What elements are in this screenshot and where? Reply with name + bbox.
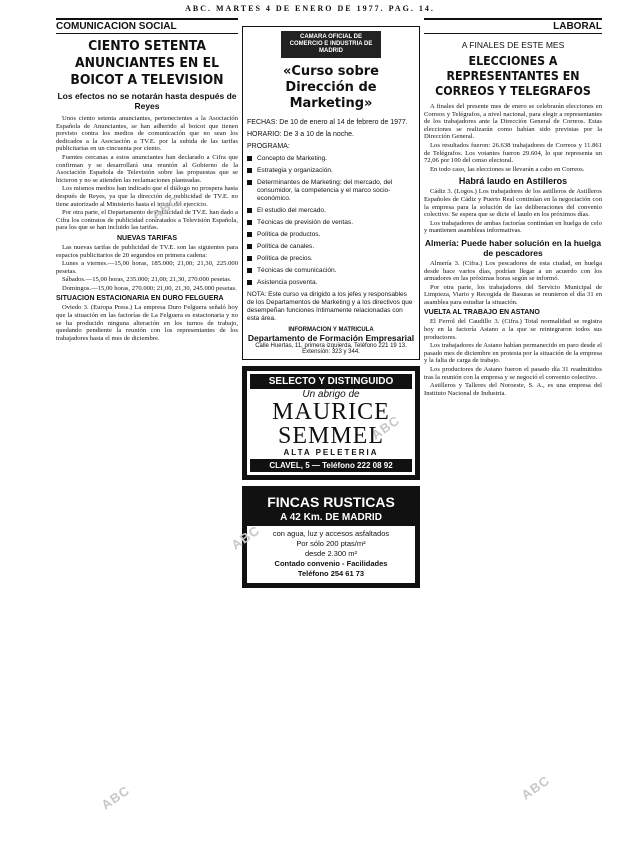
left-deck: Los efectos no se notarán hasta después de Reyes [57,91,237,111]
ad-subline: Un abrigo de [302,389,360,400]
fincas-subtitle: A 42 Km. DE MADRID [247,512,415,526]
paragraph: Oviedo 3. (Europa Press.) La empresa Duro Felguera señaló hoy que la situación en las factorías de La Felguera es estacionaria y no se ha producido ninguna alteración en los turnos de trabajo, quedando pendiente la reunión con los representantes de los trabajadores hasta el mes de diciembre. [56,304,238,342]
subhead-duro-felguera: SITUACION ESTACIONARIA EN DURO FELGUERA [56,295,224,303]
left-body [56,115,238,232]
list-item: Determinantes de Marketing: del mercado, del consumidor, la competencia y el marco socio-económico. [247,179,415,203]
paragraph: Lunes a viernes.—15,00 horas, 185.000; 21,00; 21,30, 225.000 pesetas. [56,260,238,275]
list-item: Política de productos. [247,231,415,239]
fincas-line: con agua, luz y accesos asfaltados [272,529,390,538]
course-program-label: PROGRAMA: [247,143,290,150]
brand-name-1: MAURICE [272,399,390,425]
fincas-rusticas-ad [242,486,420,588]
paragraph: Fuentes cercanas a estos anunciantes han declarado a Cifra que confirman y se desarrollará una reunión al Gobierno de la Asociación Española de Televisión sobre las propuestas que se hicieron y no se atienden las reclamaciones planteadas. [56,153,238,184]
subhead-nuevas-tarifas: NUEVAS TARIFAS [116,234,178,242]
course-note: NOTA: Este curso va dirigido a los jefes y responsables de los Departamentos de Marketing y a los directivos que desempeñan funciones íntimamente relacionadas con esta área. [247,291,413,322]
paragraph: Los trabajadores de ambas factorías continúan en huelga de celo y mantienen asambleas informativas. [424,219,602,235]
middle-column [242,18,420,588]
fincas-terms: Contado convenio - Facilidades [274,559,388,568]
brand-address: CLAVEL, 5 — Teléfono 222 08 92 [250,459,412,472]
fincas-title: FINCAS RUSTICAS [247,491,415,512]
fincas-price: Por sólo 200 ptas/m² [296,539,366,548]
astano-body [424,318,602,397]
list-item: Política de precios. [247,255,415,263]
paragraph: Almería 3. (Cifra.) Los pescadores de esta ciudad, en huelga desde hace varios días, podrían llegar a un acuerdo con los armadores en las próximas horas según se informó. [424,259,602,283]
paragraph: El Ferrol del Caudillo 3. (Cifra.) Total normalidad se registra hoy en la factoría Astano a la que se reintegraron todos sus productores. [424,318,602,341]
list-item: Concepto de Marketing. [247,155,415,163]
subhead-astano: VUELTA AL TRABAJO EN ASTANO [424,309,540,317]
ad-tagline: SELECTO Y DISTINGUIDO [250,374,412,389]
almeria-body [424,260,602,307]
course-program-list [247,155,415,287]
fincas-phone: Teléfono 254 61 73 [297,569,365,578]
list-item: Técnicas de comunicación. [247,267,415,275]
paragraph: Las nuevas tarifas de publicidad de TV.E. son las siguientes para espacios publicitarios de 20 segundos en primera cadena: [56,243,238,259]
paragraph: Sábados.—15,00 horas, 235.000; 21,00; 21,30, 270.000 pesetas. [62,276,232,284]
paragraph: Astilleros y Talleres del Noroeste, S. A., es una empresa del Instituto Nacional de Industria. [424,382,602,397]
list-item: Técnicas de previsión de ventas. [247,219,415,227]
list-item: El estudio del mercado. [247,207,415,215]
left-column [56,18,238,343]
course-info-label: INFORMACION Y MATRICULA [288,327,374,333]
abc-watermark: ABC [228,522,263,553]
abc-watermark: ABC [518,772,553,803]
marketing-course-ad [242,26,420,360]
page-header: ABC. MARTES 4 DE ENERO DE 1977. PAG. 14. [185,4,435,13]
paragraph: Por otra parte, los trabajadores del Servicio Municipal de Limpieza, Viario y Recogida de Basuras se reunieron el día 31 en asamblea para estudiar la situación. [424,283,602,306]
abc-watermark: ABC [368,412,403,443]
course-hours: HORARIO: De 3 a 10 de la noche. [247,131,354,138]
paragraph: Los mismos medios han indicado que el diálogo no prospera hasta después de Reyes, ya que la dirección de publicidad de TV.E. no tiene autorizado al Ministerio hasta el inicio del ejercicio. [56,185,238,208]
paragraph: Por otra parte, el Departamento de Publicidad de TV.E. han dado a Cifra los contratos de publicidad contratados a Televisión Española, para los que se han incluido las tarifas. [56,209,238,232]
course-title: «Curso sobre Dirección de Marketing» [282,64,379,111]
abc-watermark: ABC [98,782,133,813]
section-laboral: LABORAL [424,18,602,34]
course-dates: FECHAS: De 10 de enero al 14 de febrero de 1977. [247,119,408,126]
list-item: Estrategia y organización. [247,167,415,175]
abc-watermark: ABC [148,192,183,223]
astilleros-body [424,188,602,235]
brand-type: ALTA PELETERIA [283,448,379,457]
tarifas-body [56,244,238,293]
left-headline: CIENTO SETENTA ANUNCIANTES EN EL BOICOT A TELEVISION [70,38,224,88]
section-comunicacion-social: COMUNICACION SOCIAL [56,18,238,34]
right-column [424,18,602,398]
course-department: Departamento de Formación Empresarial [247,333,415,343]
right-body [424,103,602,173]
paragraph: En todo caso, las elecciones se llevarán a cabo en Correos. [430,165,585,173]
subhead-astilleros: Habrá laudo en Astilleros [458,176,568,187]
paragraph: Domingos.—15,00 horas, 270.000; 21,00, 21,30, 245.000 pesetas. [62,284,237,292]
fincas-size: desde 2.300 m² [304,549,358,558]
brand-name-2: SEMMEL [277,423,384,449]
right-headline: ELECCIONES A REPRESENTANTES EN CORREOS Y TELEGRAFOS [435,54,591,98]
felguera-body [56,304,238,342]
right-kicker: A FINALES DE ESTE MES [461,40,565,50]
list-item: Política de canales. [247,243,415,251]
course-address: Calle Huertas, 11, primera izquierda. Teléfono 221 19 13. Extensión: 323 y 344. [255,343,407,355]
paragraph: Los productores de Astano fueron el pasado día 31 readmitidos tras la reunión con la empresa y se negoció el convenio colectivo. [424,366,602,381]
paragraph: Unos ciento setenta anunciantes, pertenecientes a la Asociación Española de Anunciantes, se han adherido al boicot que tienen previsto contra los medios de comunicación que no sean los dedicados a la Asociación a TV.E. por la subida de las tarifas publicitarias en un cincuenta por ciento. [56,115,238,153]
paragraph: Los trabajadores de Astano habían permanecido en paro desde el pasado mes de diciembre en protesta por la situación de la empresa y la falta de carga de trabajo. [424,342,602,365]
camara-oficial-logo: CAMARA OFICIAL DE COMERCIO E INDUSTRIA DE MADRID [281,31,381,58]
paragraph: Los resultados fueron: 26.638 trabajadores de Correos y 11.861 de Telégrafos. Los votantes fueron 29.604, lo que representa un 72,06 por 100 del censo electoral. [424,141,602,165]
paragraph: Cádiz 3. (Logos.) Los trabajadores de los astilleros de Astilleros Españoles de Cádiz y Puerto Real continúan en la negociación con la empresa para la solución de las deliberaciones del convenio colectivo. Se espera que se dicte el laudo en los próximos días. [424,188,602,219]
subhead-almeria: Almería: Puede haber solución en la huelga de pescadores [424,237,602,258]
list-item: Asistencia posventa. [247,279,415,287]
paragraph: A finales del presente mes de enero se celebrarán elecciones en Correos y Telégrafos, a nivel nacional, para elegir a representantes de los trabajadores ante la Dirección General de Correos. Estas elecciones se realizarán como habían sido previstas por la Dirección General. [424,103,602,141]
